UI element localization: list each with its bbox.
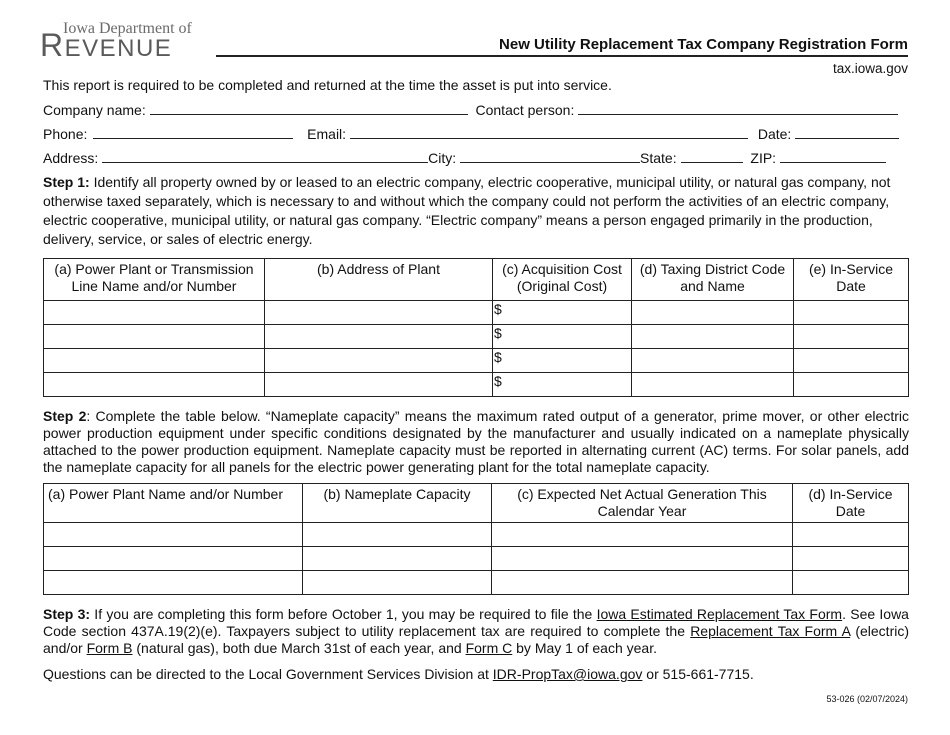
step3-text: . See Iowa Code section 437A.19(2)(e). Taxpayers subject to utility replacement tax are required to complete the	[43, 606, 909, 639]
table-cell[interactable]	[303, 571, 492, 595]
property-table-header	[44, 259, 909, 301]
table-cell[interactable]	[793, 547, 909, 571]
city-label: City:	[428, 150, 457, 166]
table-cell[interactable]	[793, 523, 909, 547]
table-cell[interactable]	[265, 349, 493, 373]
date-field[interactable]	[795, 124, 899, 139]
table-cell[interactable]	[44, 301, 265, 325]
nameplate-table-header	[44, 484, 909, 523]
table-cell[interactable]	[44, 373, 265, 397]
phone-label: Phone:	[43, 126, 88, 142]
table-row	[44, 349, 909, 373]
table-cell[interactable]	[493, 349, 632, 373]
table-cell[interactable]	[794, 373, 909, 397]
phone-row	[43, 124, 899, 142]
table-cell[interactable]	[632, 301, 794, 325]
dollar-sign: $	[494, 301, 502, 317]
email-label: Email:	[307, 126, 347, 142]
logo-initial: R	[40, 27, 65, 63]
title-divider	[216, 55, 908, 57]
form-title: New Utility Replacement Tax Company Registration Form	[499, 36, 908, 53]
date-label: Date:	[757, 126, 792, 142]
table-cell[interactable]	[44, 349, 265, 373]
table-cell[interactable]	[265, 373, 493, 397]
table-row	[44, 571, 909, 595]
table-cell[interactable]	[492, 523, 793, 547]
form-code: 53-026 (02/07/2024)	[826, 694, 908, 704]
col-expected-generation: (c) Expected Net Actual Generation This Calendar Year	[492, 484, 793, 523]
col-plant-name: (a) Power Plant or Transmission Line Name and/or Number	[44, 259, 265, 301]
table-cell[interactable]	[303, 547, 492, 571]
table-row	[44, 301, 909, 325]
logo-agency-line: Iowa Department of	[63, 20, 192, 37]
table-cell[interactable]	[265, 301, 493, 325]
step1-text: Identify all property owned by or leased to an electric company, electric cooperative, municipal utility, or natural gas company, not otherwise taxed separately, which is necessary to and without which the company could not perform the activities of an electric company, electric cooperative, municipal utility, or natural gas company. “Electric company” means a person engaged primarily in the production, delivery, service, or sales of electric energy.	[43, 174, 891, 247]
step3-text: by May 1 of each year.	[512, 640, 657, 656]
step3-text: If you are completing this form before October 1, you may be required to file the	[90, 606, 597, 622]
table-row	[44, 373, 909, 397]
table-row	[44, 523, 909, 547]
step2-label: Step 2	[43, 408, 87, 424]
dollar-sign: $	[494, 325, 502, 341]
table-cell[interactable]	[44, 571, 303, 595]
table-cell[interactable]	[793, 571, 909, 595]
col-taxing-district: (d) Taxing District Code and Name	[632, 259, 794, 301]
table-cell[interactable]	[493, 373, 632, 397]
state-label: State:	[640, 150, 677, 166]
address-row	[43, 148, 886, 166]
company-name-row	[43, 100, 898, 118]
table-cell[interactable]	[44, 547, 303, 571]
table-cell[interactable]	[492, 547, 793, 571]
company-name-field[interactable]	[150, 100, 468, 115]
table-cell[interactable]	[794, 301, 909, 325]
email-field[interactable]	[350, 124, 748, 139]
table-cell[interactable]	[632, 373, 794, 397]
col-nameplate-capacity: (b) Nameplate Capacity	[303, 484, 492, 523]
replacement-tax-form-a-link[interactable]: Replacement Tax Form A	[690, 623, 851, 639]
table-cell[interactable]	[492, 571, 793, 595]
col-plant-address: (b) Address of Plant	[265, 259, 493, 301]
step1-label: Step 1:	[43, 174, 90, 190]
table-row	[44, 325, 909, 349]
table-cell[interactable]	[265, 325, 493, 349]
table-cell[interactable]	[632, 325, 794, 349]
logo-rest: EVENUE	[64, 35, 173, 62]
step3-label: Step 3:	[43, 606, 91, 622]
table-cell[interactable]	[794, 349, 909, 373]
website-text: tax.iowa.gov	[832, 61, 908, 76]
step2-paragraph	[43, 408, 909, 476]
questions-phone: or 515-661-7715.	[642, 666, 754, 682]
dollar-sign: $	[494, 349, 502, 365]
step3-text: (natural gas), both due March 31st of each year, and	[132, 640, 466, 656]
questions-line	[43, 666, 754, 682]
phone-field[interactable]	[93, 124, 293, 139]
address-label: Address:	[43, 150, 99, 166]
table-cell[interactable]	[493, 325, 632, 349]
form-c-link[interactable]: Form C	[465, 640, 513, 656]
contact-person-label: Contact person:	[475, 102, 575, 118]
company-name-label: Company name:	[43, 102, 146, 118]
nameplate-table	[43, 483, 909, 595]
estimated-replacement-tax-form-link[interactable]: Iowa Estimated Replacement Tax Form	[596, 606, 843, 622]
step3-paragraph	[43, 606, 909, 657]
col-acquisition-cost: (c) Acquisition Cost (Original Cost)	[493, 259, 632, 301]
table-cell[interactable]	[493, 301, 632, 325]
intro-text: This report is required to be completed and returned at the time the asset is put into service.	[43, 77, 612, 93]
col-in-service-date: (e) In-Service Date	[794, 259, 909, 301]
dollar-sign: $	[494, 373, 502, 389]
table-cell[interactable]	[44, 523, 303, 547]
table-cell[interactable]	[632, 349, 794, 373]
email-link[interactable]: IDR-PropTax@iowa.gov	[492, 666, 643, 682]
logo-revenue	[40, 28, 172, 66]
zip-label: ZIP:	[750, 150, 777, 166]
state-field[interactable]	[681, 148, 743, 163]
contact-person-field[interactable]	[578, 100, 898, 115]
zip-field[interactable]	[780, 148, 886, 163]
address-field[interactable]	[102, 148, 428, 163]
city-field[interactable]	[460, 148, 640, 163]
table-cell[interactable]	[303, 523, 492, 547]
table-cell[interactable]	[44, 325, 265, 349]
step2-text: : Complete the table below. “Nameplate capacity” means the maximum rated output of a generator, prime mover, or other electric power production equipment under specific conditions designated by the manufacturer and usually indicated on a nameplate physically attached to the power production equipment. Nameplate capacity must be reported in alternating current (AC) terms. For solar panels, add the nameplate capacity for all panels for the electric power generating plant for the total nameplate capacity.	[43, 408, 909, 475]
table-cell[interactable]	[794, 325, 909, 349]
questions-text: Questions can be directed to the Local Government Services Division at	[43, 666, 493, 682]
step1-paragraph	[43, 173, 909, 249]
col-in-service-date: (d) In-Service Date	[793, 484, 909, 523]
property-table	[43, 258, 909, 397]
col-plant-name: (a) Power Plant Name and/or Number	[44, 484, 303, 523]
table-row	[44, 547, 909, 571]
form-b-link[interactable]: Form B	[86, 640, 133, 656]
step3-text: (electric) and/or	[43, 623, 910, 656]
